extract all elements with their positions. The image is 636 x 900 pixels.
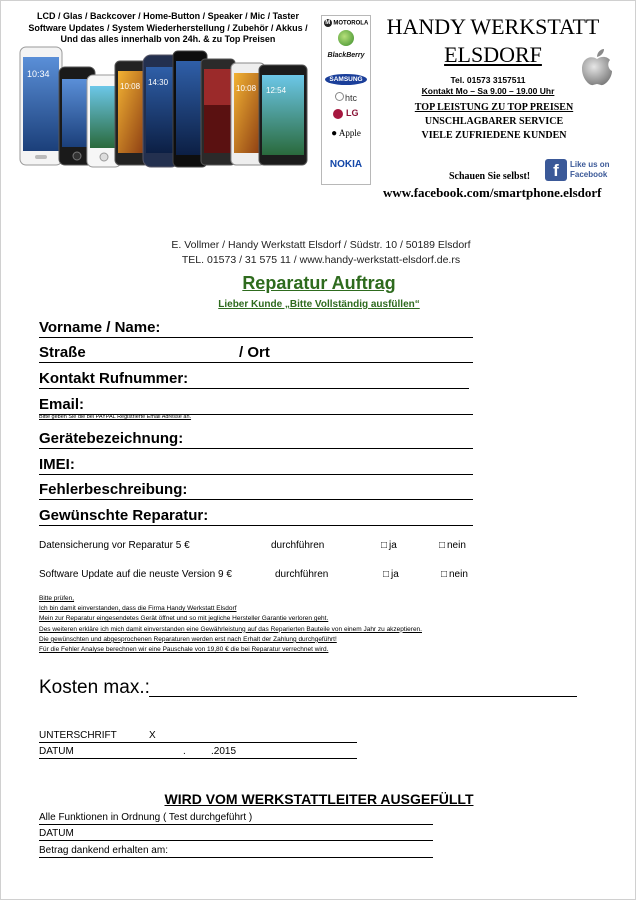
option-yes-label: ja (389, 540, 397, 551)
services-list (19, 11, 317, 46)
htc-logo: htc (322, 92, 370, 103)
option-no-label: nein (449, 569, 468, 580)
option-yes-checkbox[interactable]: □ (383, 569, 390, 580)
phone-number: Tel. 01573 3157511 (450, 75, 526, 85)
motorola-m-icon: M (325, 20, 331, 26)
cost-field[interactable] (149, 696, 577, 697)
shop-name (373, 13, 613, 69)
form-subtitle: Lieber Kunde „Bitte Vollständig ausfüllen“ (218, 299, 420, 310)
consent-line: Ich bin damit einverstanden, dass die Firma Handy Werkstatt Elsdorf (39, 605, 237, 613)
svg-text:10:34: 10:34 (27, 69, 50, 79)
consent-text (39, 594, 509, 655)
shop-name-line1: HANDY WERKSTATT (386, 14, 600, 39)
repair-field[interactable] (39, 507, 473, 526)
option-no-label: nein (447, 540, 466, 551)
motorola-logo: M MOTOROLA (325, 20, 369, 27)
facebook-cta: Schauen Sie selbst! (449, 171, 531, 182)
apple-brand-logo: ● Apple (331, 128, 361, 139)
date-dot: . (183, 746, 186, 757)
fault-label: Fehlerbeschreibung: (39, 481, 188, 498)
name-field[interactable] (39, 319, 473, 338)
option-label: Software Update auf die neuste Version 9 € (39, 569, 232, 580)
payment-received-field[interactable]: Betrag dankend erhalten am: (39, 844, 433, 858)
facebook-url[interactable]: www.facebook.com/smartphone.elsdorf (383, 185, 602, 200)
sony-ericsson-icon (322, 30, 370, 52)
opening-hours: Kontakt Mo – Sa 9.00 – 19.00 Uhr (421, 86, 555, 96)
blackberry-logo: BlackBerry (327, 52, 365, 59)
signature-mark: X (149, 730, 156, 741)
address-line: E. Vollmer / Handy Werkstatt Elsdorf / Südstr. 10 / 50189 Elsdorf (171, 239, 471, 251)
consent-line: Mein zur Reparatur eingesendetes Gerät öffnet und so mit jegliche Hersteller Garantie verloren geht. (39, 615, 329, 623)
workshop-title: WIRD VOM WERKSTATTLEITER AUSGEFÜLLT (164, 791, 474, 807)
contact-info (381, 75, 595, 97)
services-line: Software Updates / System Wiederherstellung / Zubehör / Akkus / (28, 22, 308, 33)
svg-text:10:08: 10:08 (120, 82, 141, 91)
consent-line: Des weiteren erkläre ich mich damit einverstanden eine Gewährleistung auf das Reparierten Bauteile von einem Jahr zu akzeptieren. (39, 625, 422, 633)
workshop-date-field[interactable]: DATUM (39, 827, 433, 841)
consent-line: Bitte prüfen, (39, 595, 75, 602)
option-yes-checkbox[interactable]: □ (381, 540, 388, 551)
services-line: Und das alles innerhalb von 24h. & zu Top Preisen (60, 34, 276, 44)
option-yes-label: ja (391, 569, 399, 580)
services-line: LCD / Glas / Backcover / Home-Button / Speaker / Mic / Taster (37, 11, 299, 21)
device-field[interactable] (39, 430, 473, 449)
brand-logos (321, 15, 371, 185)
date-field[interactable] (39, 745, 357, 759)
smartphones-image (19, 45, 315, 169)
option-no-checkbox[interactable]: □ (441, 569, 448, 580)
device-label: Gerätebezeichnung: (39, 430, 184, 447)
option-label: Datensicherung vor Reparatur 5 € (39, 540, 190, 551)
street-field[interactable] (39, 344, 473, 363)
email-note: Bitte geben Sie die bei PAYPAL Registrierte Email Adresse an. (39, 414, 192, 420)
email-label: Email: (39, 396, 85, 413)
imei-field[interactable] (39, 456, 473, 475)
option-action: durchführen (271, 540, 325, 551)
option-backup (39, 540, 473, 554)
nokia-logo: NOKIA (329, 159, 363, 170)
city-label: / Ort (239, 344, 270, 361)
lg-logo: LG (322, 108, 370, 119)
shop-name-line2: ELSDORF (444, 42, 542, 67)
fault-field[interactable] (39, 481, 473, 500)
address-line: TEL. 01573 / 31 575 11 / www.handy-werkstatt-elsdorf.de.rs (181, 254, 461, 266)
repair-label: Gewünschte Reparatur: (39, 507, 209, 524)
date-label: DATUM (39, 746, 74, 757)
option-software-update (39, 569, 473, 583)
option-no-checkbox[interactable]: □ (439, 540, 446, 551)
svg-text:12:54: 12:54 (266, 86, 287, 95)
option-action: durchführen (275, 569, 329, 580)
facebook-badge-text: Like us on Facebook (570, 160, 610, 179)
slogans (383, 101, 605, 143)
facebook-badge[interactable] (545, 159, 611, 181)
street-label: Straße (39, 344, 86, 361)
slogan: UNSCHLAGBARER SERVICE (424, 116, 564, 127)
samsung-logo: SAMSUNG (322, 68, 370, 86)
phone-label: Kontakt Rufnummer: (39, 370, 189, 387)
signature-label: UNTERSCHRIFT (39, 730, 117, 741)
facebook-icon: f (545, 159, 567, 181)
imei-label: IMEI: (39, 456, 75, 473)
consent-line: Für die Fehler Analyse berechnen wir eine Pauschale von 19,80 € die bei Reparatur verrechnet wird. (39, 646, 329, 654)
phone-field[interactable] (39, 370, 469, 389)
consent-line: Die gewünschten und abgesprochenen Reparaturen werden erst nach Erhalt der Zahlung durchgeführt! (39, 635, 337, 643)
function-check-field[interactable]: Alle Funktionen in Ordnung ( Test durchgeführt ) (39, 811, 433, 825)
svg-text:14:30: 14:30 (148, 78, 169, 87)
signature-field[interactable] (39, 729, 357, 743)
form-title: Reparatur Auftrag (242, 273, 396, 293)
slogan: TOP LEISTUNG ZU TOP PREISEN (414, 102, 574, 113)
date-year: .2015 (211, 746, 237, 757)
svg-text:10:08: 10:08 (236, 84, 257, 93)
cost-label: Kosten max.: (39, 677, 150, 698)
shop-address (151, 238, 491, 268)
email-field[interactable] (39, 396, 473, 415)
slogan: VIELE ZUFRIEDENE KUNDEN (421, 130, 567, 141)
name-label: Vorname / Name: (39, 319, 161, 336)
